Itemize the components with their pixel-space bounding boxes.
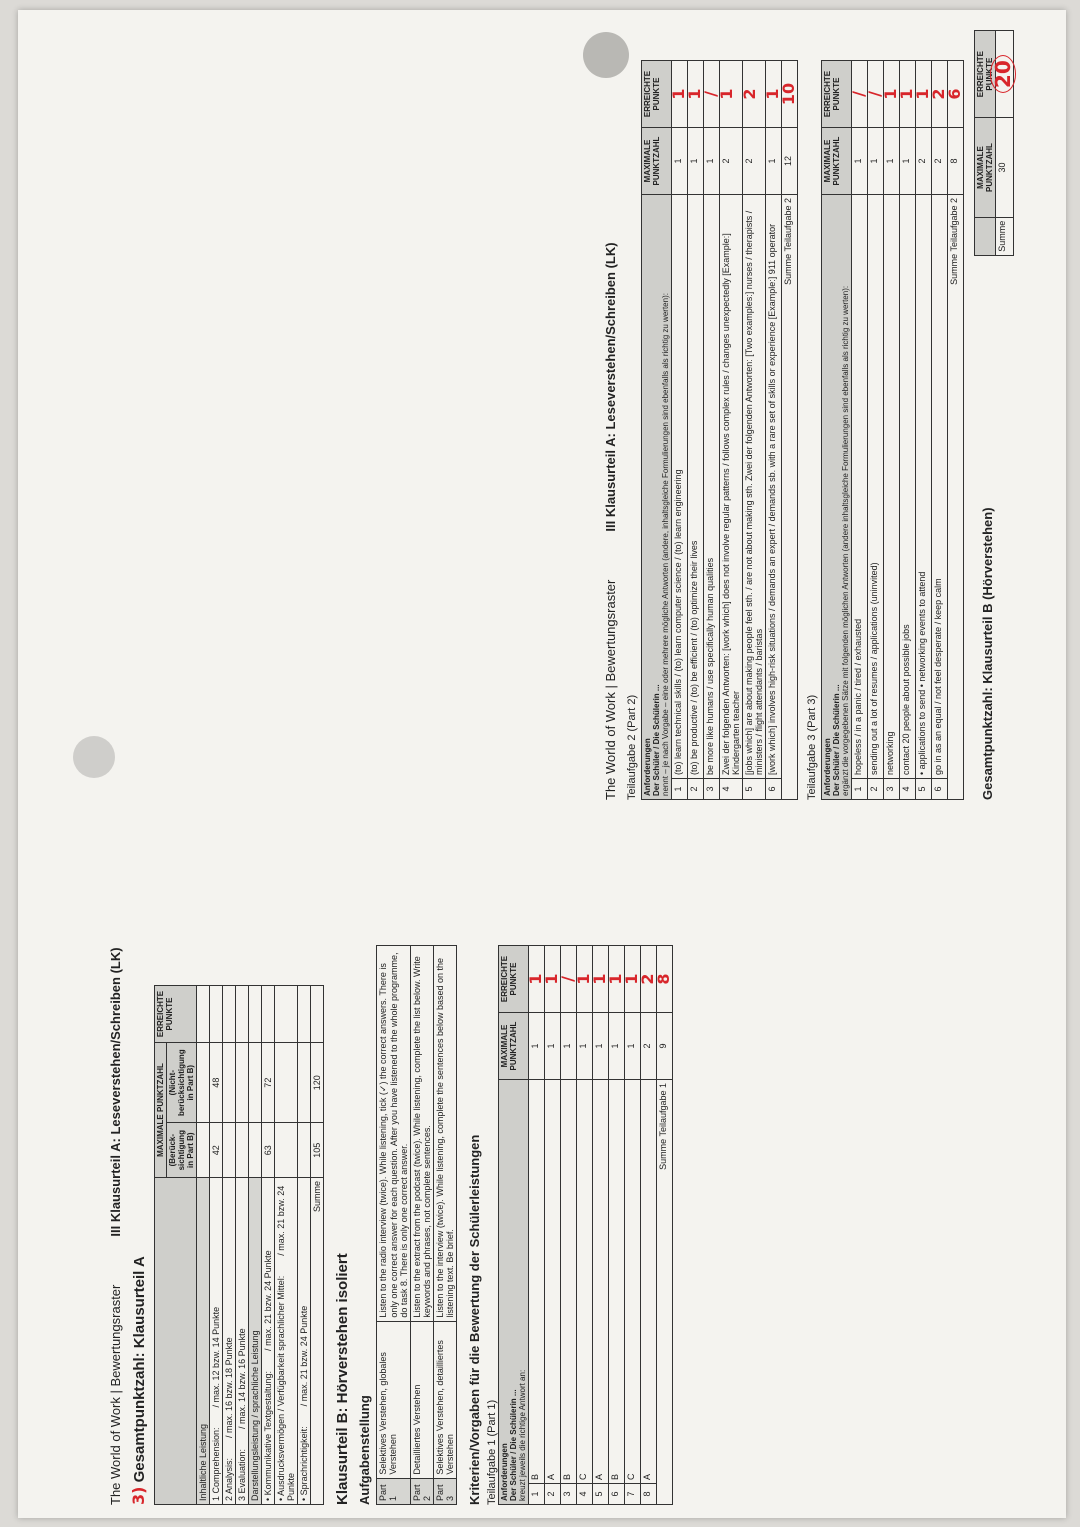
row-max: 1 xyxy=(884,128,900,195)
part-type: Selektives Verstehen, detailliertes Verstehen xyxy=(434,1321,457,1478)
row-number: 5 xyxy=(916,779,932,800)
table-row xyxy=(704,61,720,800)
row-answer: go in as an equal / not feel desperate / keep calm xyxy=(932,195,948,779)
right-page xyxy=(603,30,1053,800)
row-answer: sending out a lot of resumes / applications (uninvited) xyxy=(868,195,884,779)
col-sub-a: (Berücksichtigung in Part B) xyxy=(167,1123,197,1178)
table-row xyxy=(743,61,766,800)
criterion-detail: / max. 21 bzw. 24 Punkte xyxy=(276,1185,296,1501)
table-row xyxy=(932,61,948,800)
reached-cell xyxy=(945,61,964,128)
table-row xyxy=(377,946,411,1505)
handwritten-sum: 10 xyxy=(779,82,798,106)
handwritten-score: 1 xyxy=(685,88,704,100)
row-answer: A xyxy=(593,1080,609,1484)
table-row xyxy=(210,986,223,1505)
col-sub-b: (Nicht-berücksichtigung in Part B) xyxy=(167,1042,197,1122)
row-number: 2 xyxy=(688,779,704,800)
requirements-subject: Der Schüler / Die Schülerin ... xyxy=(509,1389,518,1501)
row-answer: A xyxy=(545,1080,561,1484)
table-row xyxy=(593,946,609,1505)
handwritten-score: / xyxy=(849,91,868,97)
max-a-cell xyxy=(275,1123,298,1178)
handwritten-sum: 8 xyxy=(654,973,673,985)
sum-max: 8 xyxy=(948,128,964,195)
part-b-title: Klausurteil B: Hörverstehen isoliert xyxy=(334,1253,351,1505)
table-row xyxy=(529,946,545,1505)
criterion-cell xyxy=(262,1178,275,1505)
row-answer: (to) learn technical skills / (to) learn computer science / (to) learn engineering xyxy=(672,195,688,779)
row-answer: • applications to send • networking events to attend xyxy=(916,195,932,779)
gesamt-max: 30 xyxy=(996,118,1014,217)
row-answer: contact 20 people about possible jobs xyxy=(900,195,916,779)
page-header xyxy=(108,765,123,1505)
sum-label: Summe xyxy=(311,1178,324,1505)
teil3-title: Teilaufgabe 3 (Part 3) xyxy=(806,694,818,800)
handwritten-sum: 6 xyxy=(945,88,964,100)
max-a-cell xyxy=(236,1123,249,1178)
row-answer: be more like humans / use specifically human qualities xyxy=(704,195,720,779)
reached-cell xyxy=(779,61,798,128)
table-row xyxy=(411,946,434,1505)
criterion-detail: / max. 14 bzw. 16 Punkte xyxy=(237,1328,247,1429)
sum-label: Summe Teilaufgabe 2 xyxy=(782,195,798,800)
sum-max: 9 xyxy=(657,1013,673,1080)
part-type: Detailliertes Verstehen xyxy=(411,1321,434,1478)
handwritten-score: 2 xyxy=(929,88,948,100)
score-table-a xyxy=(154,985,324,1505)
criterion-detail: / max. 21 bzw. 24 Punkte xyxy=(299,1305,309,1407)
table-row xyxy=(900,61,916,800)
sum-b: 120 xyxy=(311,1042,324,1122)
reached-cell xyxy=(210,986,223,1043)
requirements-subject: Der Schüler / Die Schülerin ... xyxy=(832,684,841,796)
max-a-cell xyxy=(249,1123,262,1178)
criterion-detail: / max. 21 bzw. 24 Punkte xyxy=(263,1250,273,1351)
requirements-instruction: kreuzt jeweils die richtige Antwort an: xyxy=(518,1369,527,1501)
row-number: 6 xyxy=(766,779,782,800)
table-row xyxy=(577,946,593,1505)
row-max: 1 xyxy=(672,128,688,195)
sum-label: Summe Teilaufgabe 2 xyxy=(948,195,964,800)
row-answer: B xyxy=(609,1080,625,1484)
row-number: 4 xyxy=(900,779,916,800)
table-row xyxy=(672,61,688,800)
sum-row xyxy=(948,61,964,800)
table-row xyxy=(223,986,236,1505)
handwritten-score: 1 xyxy=(913,88,932,100)
row-number: 4 xyxy=(577,1484,593,1505)
sum-row xyxy=(657,946,673,1505)
row-max: 1 xyxy=(704,128,720,195)
gesamt-score: 20 xyxy=(990,55,1016,93)
table-row xyxy=(766,61,782,800)
reached-cell xyxy=(197,986,210,1043)
criterion-label: • Kommunikative Textgestaltung: xyxy=(263,1370,273,1501)
col-reached-header: ERREICHTE PUNKTE xyxy=(642,61,672,128)
criterion-detail: / max. 16 bzw. 18 Punkte xyxy=(224,1337,234,1438)
table-row xyxy=(545,946,561,1505)
handwritten-score: 1 xyxy=(542,973,561,985)
row-max: 1 xyxy=(577,1013,593,1080)
row-max: 2 xyxy=(720,128,743,195)
requirements-instruction: nennt – je nach Vorgabe – eine oder mehrere mögliche Antworten (andere, inhaltsgleiche Formulierungen sind ebenfalls als richtig zu werten): xyxy=(661,293,670,796)
table-row xyxy=(720,61,743,800)
row-number: 5 xyxy=(743,779,766,800)
teil1-table xyxy=(498,945,673,1505)
col-max-header: MAXIMALE PUNKTZAHL xyxy=(642,128,672,195)
handwritten-number: 3) xyxy=(129,1486,148,1505)
reached-cell xyxy=(311,986,324,1043)
page-header xyxy=(603,30,618,800)
row-answer: B xyxy=(529,1080,545,1484)
reached-cell xyxy=(262,986,275,1043)
header-row xyxy=(822,61,852,800)
part-instructions: Listen to the extract from the podcast (twice). While listening, complete the list below. Write keywords and phrases, not complete sentences. xyxy=(411,946,434,1322)
left-page xyxy=(108,765,673,1505)
criterion-cell xyxy=(223,1178,236,1505)
row-number: 6 xyxy=(609,1484,625,1505)
handwritten-score: / xyxy=(558,976,577,982)
table-row xyxy=(262,986,275,1505)
criterion-label: 1 Comprehension: xyxy=(211,1427,221,1501)
criterion-cell xyxy=(197,1178,210,1505)
row-max: 1 xyxy=(625,1013,641,1080)
part-instructions: Listen to the radio interview (twice). While listening, tick (✓) the correct answers. There is only one correct answer for each question. After you have listened to the whole programme, do task 8. There is only one correct answer. xyxy=(377,946,411,1322)
requirements-title: Anforderungen xyxy=(823,738,832,796)
max-b-cell: 48 xyxy=(210,1042,223,1122)
row-number: 8 xyxy=(641,1484,657,1505)
row-max: 1 xyxy=(529,1013,545,1080)
table-row xyxy=(275,986,298,1505)
max-b-cell: 72 xyxy=(262,1042,275,1122)
handwritten-score: 1 xyxy=(881,88,900,100)
row-number: 1 xyxy=(852,779,868,800)
row-max: 1 xyxy=(766,128,782,195)
col-max-header: MAXIMALE PUNKTZAHL xyxy=(975,118,996,217)
handwritten-score: 2 xyxy=(740,88,759,100)
part-instructions: Listen to the interview (twice). While listening, complete the sentences below based on the listening text. Be brief. xyxy=(434,946,457,1322)
row-max: 1 xyxy=(545,1013,561,1080)
row-max: 1 xyxy=(609,1013,625,1080)
col-reached-header: ERREICHTE PUNKTE xyxy=(975,31,996,118)
table-row xyxy=(868,61,884,800)
criterion-cell xyxy=(236,1178,249,1505)
handwritten-score: 1 xyxy=(897,88,916,100)
col-max-header: MAXIMALE PUNKTZAHL xyxy=(499,1013,529,1080)
part-label: Part 3 xyxy=(434,1478,457,1504)
requirements-subject: Der Schüler / Die Schülerin ... xyxy=(652,684,661,796)
requirements-header xyxy=(822,195,852,800)
parts-table xyxy=(376,945,457,1505)
table-row xyxy=(884,61,900,800)
sum-max: 12 xyxy=(782,128,798,195)
reached-cell xyxy=(223,986,236,1043)
table-row xyxy=(916,61,932,800)
row-answer: A xyxy=(641,1080,657,1484)
max-b-cell xyxy=(236,1042,249,1122)
row-answer: B xyxy=(561,1080,577,1484)
row-max: 1 xyxy=(900,128,916,195)
requirements-instruction: ergänzt die vorgegebenen Sätze mit folgenden möglichen Antworten (andere inhaltsgleiche Formulierungen sind ebenfalls als richtig zu werten): xyxy=(841,285,850,796)
row-number: 6 xyxy=(932,779,948,800)
handwritten-score: 1 xyxy=(763,88,782,100)
row-max: 1 xyxy=(561,1013,577,1080)
table-row xyxy=(236,986,249,1505)
max-b-cell xyxy=(275,1042,298,1122)
criterion-cell xyxy=(249,1178,262,1505)
teil1-title: Teilaufgabe 1 (Part 1) xyxy=(486,1399,498,1505)
row-number: 1 xyxy=(672,779,688,800)
handwritten-score: / xyxy=(865,91,884,97)
reached-cell xyxy=(298,986,311,1043)
criterion-cell xyxy=(210,1178,223,1505)
sum-row xyxy=(782,61,798,800)
criterion-cell xyxy=(275,1178,298,1505)
row-max: 1 xyxy=(852,128,868,195)
col-reached-header: ERREICHTE PUNKTE xyxy=(155,986,197,1043)
header-title: The World of Work | Bewertungsraster xyxy=(603,579,618,800)
col-max-header: MAXIMALE PUNKTZAHL xyxy=(155,1042,167,1177)
handwritten-score: 1 xyxy=(717,88,736,100)
teil2-table xyxy=(641,60,798,800)
aufgaben-title: Aufgabenstellung xyxy=(357,1395,372,1505)
criterion-label: 2 Analysis: xyxy=(224,1457,234,1501)
row-answer: (to) be productive / (to) be efficient / (to) optimize their lives xyxy=(688,195,704,779)
handwritten-score: 2 xyxy=(638,973,657,985)
row-answer: networking xyxy=(884,195,900,779)
table-row xyxy=(249,986,262,1505)
max-b-cell xyxy=(298,1042,311,1122)
row-number: 3 xyxy=(704,779,720,800)
max-a-cell: 63 xyxy=(262,1123,275,1178)
row-answer: [work which] involves high-risk situations / demands an expert / demands sb. with a rare set of skills or experience [Example:] 911 operator xyxy=(766,195,782,779)
gesamt-title: Gesamtpunktzahl: Klausurteil B (Hörverstehen) xyxy=(980,507,995,800)
row-answer: [jobs which] are about making people feel sth. / are not about making sth. Zwei der folgenden Antworten: [Two examples:] nurses / therapists / ministers / flight attendants / baristas xyxy=(743,195,766,779)
reached-cell xyxy=(654,946,673,1013)
table-row xyxy=(197,986,210,1505)
row-number: 7 xyxy=(625,1484,641,1505)
row-answer: Zwei der folgenden Antworten: [work which] does not involve regular patterns / follows complex rules / changes unexpectedly [Example:] Kindergarten teacher xyxy=(720,195,743,779)
handwritten-score: 1 xyxy=(590,973,609,985)
row-max: 2 xyxy=(641,1013,657,1080)
col-reached-header: ERREICHTE PUNKTE xyxy=(822,61,852,128)
max-a-cell: 42 xyxy=(210,1123,223,1178)
row-max: 1 xyxy=(688,128,704,195)
reached-cell xyxy=(275,986,298,1043)
table-row xyxy=(434,946,457,1505)
max-a-cell xyxy=(298,1123,311,1178)
header-section: III Klausurteil A: Leseverstehen/Schreiben (LK) xyxy=(603,242,618,532)
table-row xyxy=(852,61,868,800)
row-number: 3 xyxy=(884,779,900,800)
row-max: 2 xyxy=(916,128,932,195)
max-b-cell xyxy=(223,1042,236,1122)
row-max: 1 xyxy=(593,1013,609,1080)
sum-label: Summe xyxy=(996,217,1014,255)
max-a-cell xyxy=(197,1123,210,1178)
sum-label: Summe Teilaufgabe 1 xyxy=(657,1080,673,1505)
row-number: 2 xyxy=(868,779,884,800)
row-answer: hopeless / in a panic / tired / exhausted xyxy=(852,195,868,779)
table-row xyxy=(641,946,657,1505)
reached-cell xyxy=(236,986,249,1043)
header-row xyxy=(642,61,672,800)
criterion-detail: / max. 12 bzw. 14 Punkte xyxy=(211,1306,221,1408)
handwritten-score: 1 xyxy=(606,973,625,985)
criterion-cell xyxy=(298,1178,311,1505)
criterion-label: Darstellungsleistung / sprachliche Leistung xyxy=(250,1330,260,1501)
scanned-paper xyxy=(18,10,1066,1518)
row-number: 2 xyxy=(545,1484,561,1505)
teil3-table xyxy=(821,60,964,800)
table-row xyxy=(298,986,311,1505)
criterion-label: 3 Evaluation: xyxy=(237,1448,247,1501)
col-reached-header: ERREICHTE PUNKTE xyxy=(499,946,529,1013)
table-row xyxy=(625,946,641,1505)
sum-a: 105 xyxy=(311,1123,324,1178)
kriterien-title: Kriterien/Vorgaben für die Bewertung der Schülerleistungen xyxy=(467,1134,482,1505)
row-max: 2 xyxy=(932,128,948,195)
row-number: 1 xyxy=(529,1484,545,1505)
part-label: Part 2 xyxy=(411,1478,434,1504)
row-number: 3 xyxy=(561,1484,577,1505)
gesamt-table xyxy=(974,30,1014,256)
requirements-title: Anforderungen xyxy=(643,738,652,796)
row-answer: C xyxy=(625,1080,641,1484)
handwritten-score: 1 xyxy=(622,973,641,985)
sum-row xyxy=(311,986,324,1505)
max-b-cell xyxy=(249,1042,262,1122)
requirements-title: Anforderungen xyxy=(500,1443,509,1501)
table-row xyxy=(688,61,704,800)
max-a-cell xyxy=(223,1123,236,1178)
teil2-title: Teilaufgabe 2 (Part 2) xyxy=(626,694,638,800)
table-row xyxy=(561,946,577,1505)
part-type: Selektives Verstehen, globales Verstehen xyxy=(377,1321,411,1478)
row-max: 1 xyxy=(868,128,884,195)
handwritten-score: 1 xyxy=(526,973,545,985)
handwritten-score: 1 xyxy=(669,88,688,100)
criterion-label: Inhaltliche Leistung xyxy=(198,1423,208,1501)
max-b-cell xyxy=(197,1042,210,1122)
part-label: Part 1 xyxy=(377,1478,411,1504)
requirements-header xyxy=(499,1080,529,1505)
header-title: The World of Work | Bewertungsraster xyxy=(108,1284,123,1505)
handwritten-score: 1 xyxy=(574,973,593,985)
row-number: 4 xyxy=(720,779,743,800)
row-number: 5 xyxy=(593,1484,609,1505)
handwritten-score: / xyxy=(701,91,720,97)
row-answer: C xyxy=(577,1080,593,1484)
table-row xyxy=(609,946,625,1505)
section-title: 3) Gesamtpunktzahl: Klausurteil A xyxy=(129,1256,148,1505)
row-max: 2 xyxy=(743,128,766,195)
col-max-header: MAXIMALE PUNKTZAHL xyxy=(822,128,852,195)
header-section: III Klausurteil A: Leseverstehen/Schreiben (LK) xyxy=(108,947,123,1237)
criterion-label: • Ausdrucksvermögen / Verfügbarkeit sprachlicher Mittel: xyxy=(276,1275,286,1501)
header-row xyxy=(499,946,529,1505)
requirements-header xyxy=(642,195,672,800)
reached-cell xyxy=(249,986,262,1043)
criterion-label: • Sprachrichtigkeit: xyxy=(299,1426,309,1501)
